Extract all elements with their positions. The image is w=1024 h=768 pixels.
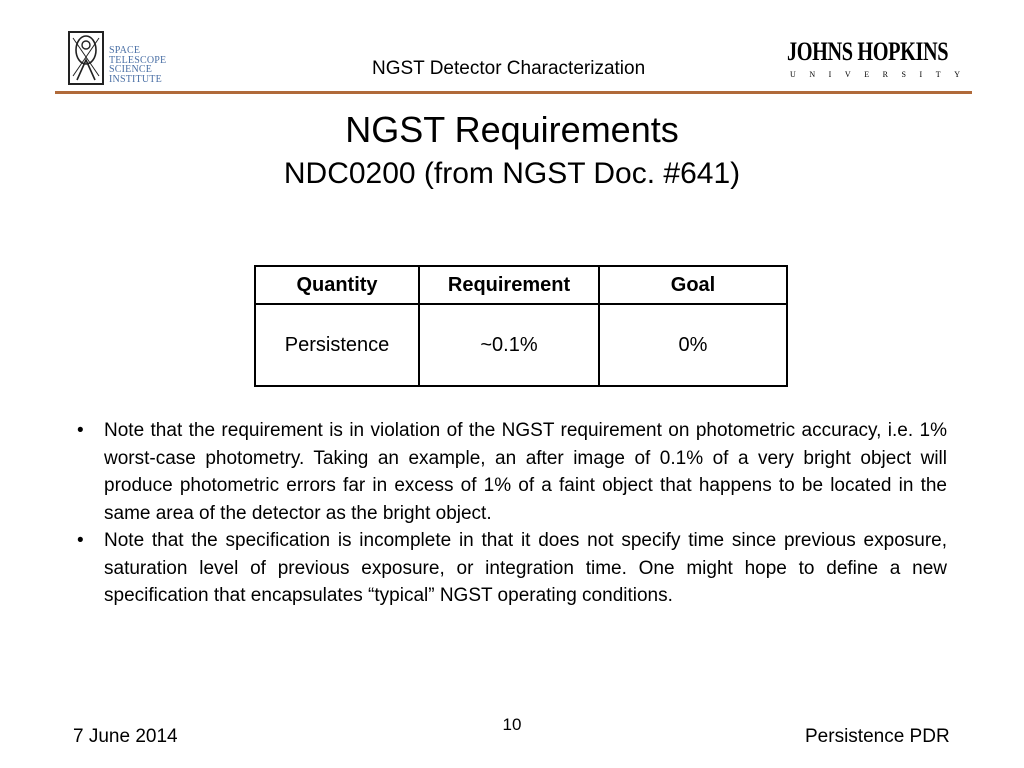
stsci-institute-text [109,46,166,84]
list-item [77,527,947,610]
bullet-text: Note that the requirement is in violation of the NGST requirement on photometric accuracy, i.e. 1% worst-case photometry. Taking an example, an after image of 0.1% of a very bright object will produce photometric errors far in excess of 1% of a faint object that happens to be located in the same area of the detector as the bright object. [104,420,947,524]
table-header-cell: Requirement [419,266,599,304]
header-title: NGST Detector Characterization [372,58,646,79]
jhu-logo-name: JOHNS HOPKINS [787,37,949,66]
jhu-letter: S [901,70,906,79]
institute-line: SPACE [109,45,141,56]
jhu-letter: V [844,70,851,79]
jhu-letter: T [935,70,941,79]
jhu-letter: Y [954,70,960,79]
institute-line: TELESCOPE [109,54,167,66]
list-item [77,417,947,527]
jhu-letter: I [919,70,923,79]
bullet-dot-icon: • [77,420,84,441]
bullet-list [77,417,947,610]
institute-line: SCIENCE [109,64,153,75]
bullet-dot-icon: • [77,530,84,551]
header-rule [55,91,972,94]
table-row [255,304,787,386]
table-cell: ~0.1% [419,304,599,386]
table-cell: 0% [599,304,787,386]
footer-presentation-title: Persistence PDR [805,726,950,747]
slide-subtitle: NDC0200 (from NGST Doc. #641) [283,157,741,190]
jhu-letter: U [790,70,796,79]
jhu-letter: I [828,70,832,79]
institute-line: INSTITUTE [109,73,162,85]
footer-date: 7 June 2014 [73,726,178,747]
table-header-cell: Quantity [255,266,419,304]
jhu-letter: N [809,70,816,79]
table-cell: Persistence [255,304,419,386]
table-header-row [255,266,787,304]
jhu-logo-university [790,70,960,79]
jhu-letter: E [864,70,870,79]
footer-page-number: 10 [502,715,522,734]
slide-title: NGST Requirements [345,109,679,150]
requirements-table [254,265,788,387]
table-header-cell: Goal [599,266,787,304]
jhu-letter: R [882,70,888,79]
bullet-text: Note that the specification is incomplete in that it does not specify time since previous exposure, saturation level of previous exposure, or integration time. One might hope to define a new specification that encapsulates “typical” NGST operating conditions. [104,530,947,606]
